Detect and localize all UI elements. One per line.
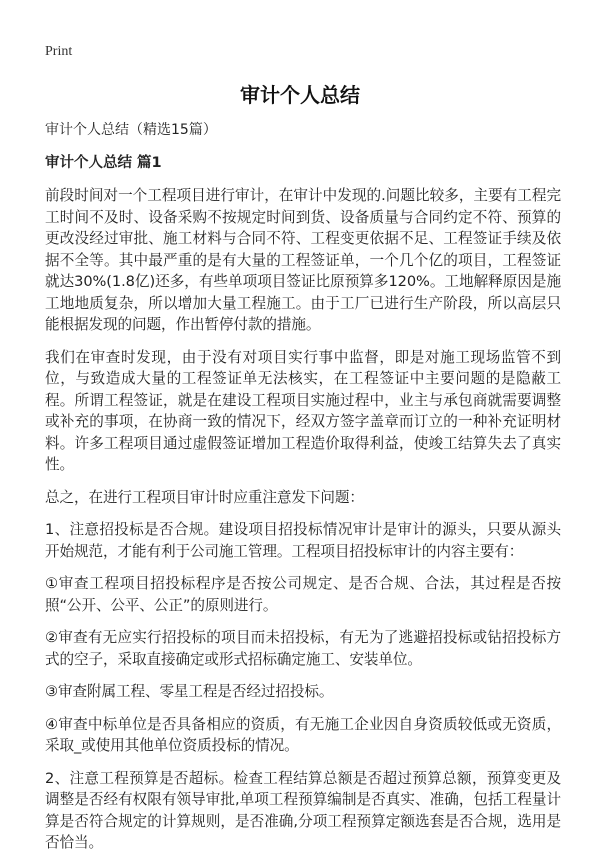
document-body bbox=[45, 120, 561, 865]
document-subtitle: 审计个人总结（精选15篇） bbox=[45, 122, 217, 138]
paragraph: 1、注意招投标是否合规。建设项目招投标情况审计是审计的源头，只要从源头开始规范，才能有利于公司施工管理。工程项目招投标审计的内容主要有： bbox=[45, 521, 561, 560]
paragraph: 我们在审查时发现，由于没有对项目实行事中监督，即是对施工现场监管不到位，与致造成大量的工程签证单无法核实，在工程签证中主要问题的是隐蔽工程。所谓工程签证，就是在建设工程项目实施过程中，业主与承包商就需要调整或补充的事项，在协商一致的情况下，经双方签字盖章而订立的一种补充证明材料。许多工程项目通过虚假签证增加工程造价取得利益，使竣工结算失去了真实性。 bbox=[45, 348, 561, 473]
page-title: 审计个人总结 bbox=[240, 83, 360, 107]
paragraph: ③审查附属工程、零星工程是否经过招投标。 bbox=[45, 683, 334, 700]
paragraph: 总之，在进行工程项目审计时应重注意发下问题： bbox=[45, 488, 364, 506]
paragraph: 2、注意工程预算是否超标。检查工程结算总额是否超过预算总额，预算变更及调整是否经有权限有领导审批,单项工程预算编制是否真实、准确，包括工程量计算是否符合规定的计算规则，是否准确,分项工程预算定额选套是否合规，选用是否恰当。 bbox=[45, 769, 561, 851]
paragraph: ④审查中标单位是否具备相应的资质，有无施工企业因自身资质较低或无资质，采取_或使用其他单位资质投标的情况。 bbox=[45, 715, 561, 754]
section-heading: 审计个人总结 篇1 bbox=[45, 155, 162, 171]
paragraph: ②审查有无应实行招投标的项目而未招投标，有无为了逃避招投标或钻招投标方式的空子，采取直接确定或形式招标确定施工、安装单位。 bbox=[45, 629, 561, 668]
print-link[interactable]: Print bbox=[45, 44, 73, 59]
paragraph: ①审查工程项目招投标程序是否按公司规定、是否合规、合法，其过程是否按照“公开、公平、公正”的原则进行。 bbox=[45, 575, 561, 614]
paragraph: 前段时间对一个工程项目进行审计，在审计中发现的.问题比较多，主要有工程完工时间不及时、设备采购不按规定时间到货、设备质量与合同约定不符、预算的更改没经过审批、施工材料与合同不符、工程变更依据不足、工程签证手续及依据不全等。其中最严重的是有大量的工程签证单，一个几个亿的项目，工程签证就达30%(1.8亿)还多，有些单项项目签证比原预算多120%。工地解释原因是施工地地质复杂，所以增加大量工程施工。由于工厂已进行生产阶段，所以高层只能根据发现的问题，作出暂停付款的措施。 bbox=[45, 187, 561, 333]
